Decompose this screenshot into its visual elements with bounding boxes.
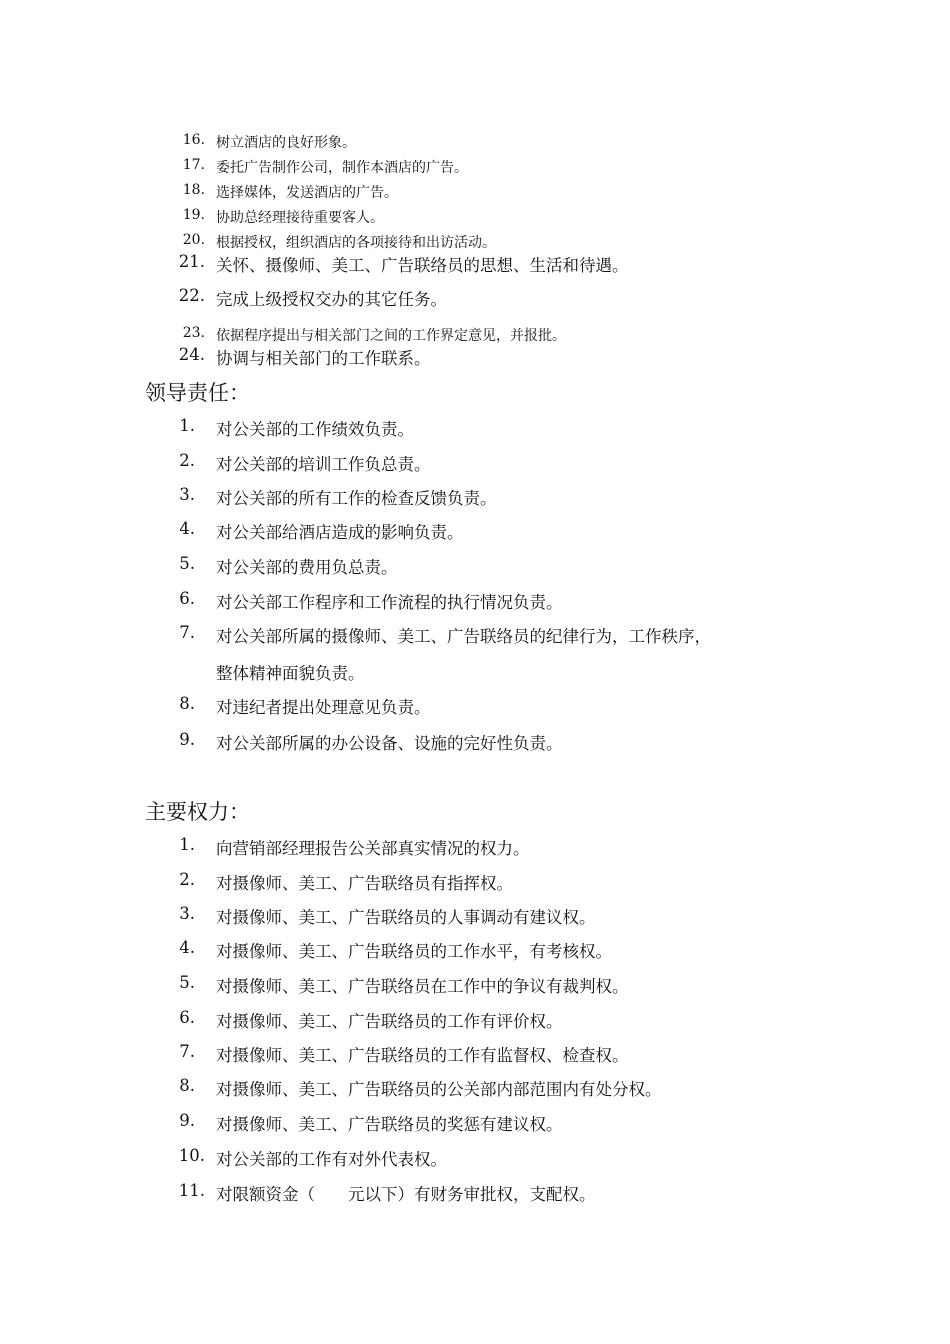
item-text: 对公关部所属的摄像师、美工、广告联络员的纪律行为，工作秩序， — [216, 627, 711, 646]
item-number: 9. — [179, 730, 195, 749]
item-text: 对公关部工作程序和工作流程的执行情况负责。 — [216, 593, 563, 612]
item-number: 16. — [182, 132, 205, 148]
item-text: 委托广告制作公司，制作本酒店的广告。 — [216, 160, 468, 176]
item-number: 1. — [179, 416, 195, 435]
item-number: 7. — [179, 1042, 195, 1061]
item-number: 6. — [179, 589, 195, 608]
item-text: 完成上级授权交办的其它任务。 — [216, 290, 447, 309]
item-text: 协调与相关部门的工作联系。 — [216, 349, 431, 368]
item-text: 对公关部的费用负总责。 — [216, 558, 398, 577]
item-text: 对摄像师、美工、广告联络员的工作有评价权。 — [216, 1012, 563, 1031]
item-number: 3. — [179, 485, 195, 504]
item-text: 依据程序提出与相关部门之间的工作界定意见，并报批。 — [216, 328, 566, 344]
item-number: 20. — [182, 232, 205, 248]
item-number: 10. — [178, 1146, 205, 1165]
item-text: 对公关部的工作有对外代表权。 — [216, 1150, 447, 1169]
item-text: 对摄像师、美工、广告联络员的奖惩有建议权。 — [216, 1115, 563, 1134]
item-text: 对摄像师、美工、广告联络员在工作中的争议有裁判权。 — [216, 977, 629, 996]
item-text: 树立酒店的良好形象。 — [216, 135, 356, 151]
item-number: 18. — [182, 182, 205, 198]
item-number: 19. — [182, 207, 205, 223]
item-text: 对公关部的所有工作的检查反馈负责。 — [216, 489, 497, 508]
item-text: 对摄像师、美工、广告联络员的公关部内部范围内有处分权。 — [216, 1080, 662, 1099]
item-number: 21. — [178, 252, 205, 271]
item-number: 8. — [179, 1076, 195, 1095]
item-text: 对公关部所属的办公设备、设施的完好性负责。 — [216, 734, 563, 753]
item-text: 对公关部的培训工作负总责。 — [216, 455, 431, 474]
item-number: 17. — [182, 157, 205, 173]
powers-heading: 主要权力： — [145, 800, 250, 824]
item-number: 2. — [179, 451, 195, 470]
item-number: 5. — [179, 554, 195, 573]
item-number: 9. — [179, 1111, 195, 1130]
item-number: 1. — [179, 835, 195, 854]
item-text: 根据授权，组织酒店的各项接待和出访活动。 — [216, 235, 496, 251]
item-text: 对摄像师、美工、广告联络员的工作水平，有考核权。 — [216, 942, 612, 961]
item-text: 选择媒体，发送酒店的广告。 — [216, 185, 398, 201]
item-text: 对摄像师、美工、广告联络员的人事调动有建议权。 — [216, 908, 596, 927]
item-text: 整体精神面貌负责。 — [216, 664, 365, 683]
item-text: 对公关部给酒店造成的影响负责。 — [216, 523, 464, 542]
item-number: 4. — [179, 938, 195, 957]
item-number: 5. — [179, 973, 195, 992]
item-number: 24. — [178, 345, 205, 364]
item-text: 对违纪者提出处理意见负责。 — [216, 698, 431, 717]
item-text: 关怀、摄像师、美工、广告联络员的思想、生活和待遇。 — [216, 256, 629, 275]
leadership-heading: 领导责任： — [145, 381, 250, 405]
item-number: 11. — [178, 1181, 205, 1200]
item-text: 对公关部的工作绩效负责。 — [216, 420, 414, 439]
item-text: 对摄像师、美工、广告联络员有指挥权。 — [216, 874, 513, 893]
item-text: 向营销部经理报告公关部真实情况的权力。 — [216, 839, 530, 858]
item-number: 6. — [179, 1008, 195, 1027]
item-number: 8. — [179, 694, 195, 713]
item-text: 协助总经理接待重要客人。 — [216, 210, 384, 226]
item-number: 23. — [182, 325, 205, 341]
item-number: 3. — [179, 904, 195, 923]
item-number: 2. — [179, 870, 195, 889]
item-text: 对限额资金（ 元以下）有财务审批权，支配权。 — [216, 1185, 596, 1204]
item-number: 22. — [178, 286, 205, 305]
item-text: 对摄像师、美工、广告联络员的工作有监督权、检查权。 — [216, 1046, 629, 1065]
item-number: 7. — [179, 623, 195, 642]
item-number: 4. — [179, 519, 195, 538]
